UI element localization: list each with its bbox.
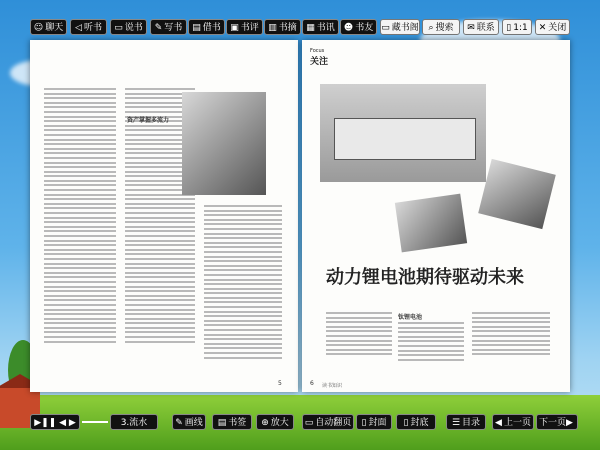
news-icon: ▦ bbox=[306, 23, 315, 33]
pen-icon: ✎ bbox=[175, 418, 183, 428]
section-label bbox=[310, 48, 328, 67]
collection-button[interactable]: ▭ 藏书阁 bbox=[380, 19, 420, 35]
search-icon: ⌕ bbox=[428, 23, 434, 33]
tell-button[interactable]: ▭ 说书 bbox=[110, 19, 147, 35]
mail-icon: ✉ bbox=[467, 23, 475, 33]
auto-icon: ▭ bbox=[304, 418, 314, 428]
back-cover-button[interactable]: ▯ 封底 bbox=[396, 414, 436, 430]
page-number-left: 5 bbox=[278, 380, 282, 387]
page-icon: ▯ bbox=[506, 23, 512, 33]
friends-icon: ☻ bbox=[343, 23, 354, 33]
subheading: 钛锂电池 bbox=[398, 314, 423, 321]
bottom-toolbar bbox=[0, 414, 600, 430]
friends-button[interactable]: ☻ 书友 bbox=[340, 19, 377, 35]
close-icon: ✕ bbox=[538, 23, 547, 33]
cover-icon: ▯ bbox=[361, 418, 367, 428]
left-arrow-icon: ◀ bbox=[495, 418, 502, 428]
media-controls[interactable]: ▶❚❚ ◀ ▶ bbox=[30, 414, 80, 430]
zoom-ratio-button[interactable]: ▯ 1:1 bbox=[502, 19, 532, 35]
search-button[interactable]: ⌕ 搜索 bbox=[422, 19, 460, 35]
volume-slider[interactable] bbox=[82, 421, 108, 423]
right-page[interactable] bbox=[302, 40, 570, 392]
right-arrow-icon: ▶ bbox=[566, 418, 573, 428]
article-heading: 动力锂电池期待驱动未来 bbox=[326, 267, 524, 288]
listen-button[interactable]: ◁ 听书 bbox=[70, 19, 107, 35]
bus bbox=[334, 118, 476, 160]
back-cover-icon: ▯ bbox=[403, 418, 409, 428]
contact-button[interactable]: ✉ 联系 bbox=[463, 19, 499, 35]
review-button[interactable]: ▣ 书评 bbox=[226, 19, 263, 35]
speaker-icon: ◁ bbox=[75, 23, 82, 33]
caption-title: 资产掌握多流力 bbox=[127, 117, 170, 124]
book-icon: ▤ bbox=[192, 23, 201, 33]
next-page-button[interactable]: 下一页▶ bbox=[536, 414, 578, 430]
scooter-photo bbox=[478, 159, 556, 229]
draw-line-button[interactable]: ✎ 画线 bbox=[172, 414, 206, 430]
folder-icon: ▭ bbox=[381, 23, 390, 33]
section-label-en: Focus bbox=[310, 48, 325, 54]
write-button[interactable]: ✎ 写书 bbox=[150, 19, 187, 35]
page-number-right: 6 bbox=[310, 380, 314, 387]
excerpt-button[interactable]: ▥ 书摘 bbox=[264, 19, 301, 35]
magazine-spread[interactable] bbox=[30, 40, 570, 392]
magnifier-icon: ⊕ bbox=[261, 418, 269, 428]
right-footer: 读书知识 bbox=[322, 383, 343, 389]
text-column-1 bbox=[44, 88, 116, 345]
news-button[interactable]: ▦ 书讯 bbox=[302, 19, 339, 35]
pencil-icon: ✎ bbox=[154, 23, 163, 33]
article-column-2 bbox=[398, 322, 464, 363]
prev-page-button[interactable]: ◀ 上一页 bbox=[492, 414, 534, 430]
bookmark-button[interactable]: ▤ 书签 bbox=[212, 414, 252, 430]
comment-icon: ▣ bbox=[230, 23, 239, 33]
borrow-button[interactable]: ▤ 借书 bbox=[188, 19, 225, 35]
chat-button[interactable]: ☺ 聊天 bbox=[30, 19, 67, 35]
list-icon: ☰ bbox=[451, 418, 461, 428]
music-select[interactable]: 3.流水 bbox=[110, 414, 158, 430]
article-column-3 bbox=[472, 312, 550, 358]
zoom-in-button[interactable]: ⊕ 放大 bbox=[256, 414, 294, 430]
bicycle-photo bbox=[395, 194, 467, 253]
section-label-cn: 关注 bbox=[310, 57, 329, 67]
close-button[interactable]: ✕ 关闭 bbox=[535, 19, 570, 35]
portrait-photo bbox=[182, 92, 266, 195]
monitor-icon: ▭ bbox=[114, 23, 123, 33]
bookmark-icon: ▤ bbox=[217, 418, 227, 428]
person-icon: ☺ bbox=[33, 23, 44, 33]
bus-photo bbox=[320, 84, 486, 182]
cover-button[interactable]: ▯ 封面 bbox=[356, 414, 392, 430]
text-column-3 bbox=[204, 205, 282, 361]
article-column-1 bbox=[326, 312, 392, 358]
toc-button[interactable]: ☰ 目录 bbox=[446, 414, 486, 430]
clip-icon: ▥ bbox=[268, 23, 277, 33]
left-page[interactable] bbox=[30, 40, 298, 392]
auto-flip-button[interactable]: ▭ 自动翻页 bbox=[302, 414, 354, 430]
